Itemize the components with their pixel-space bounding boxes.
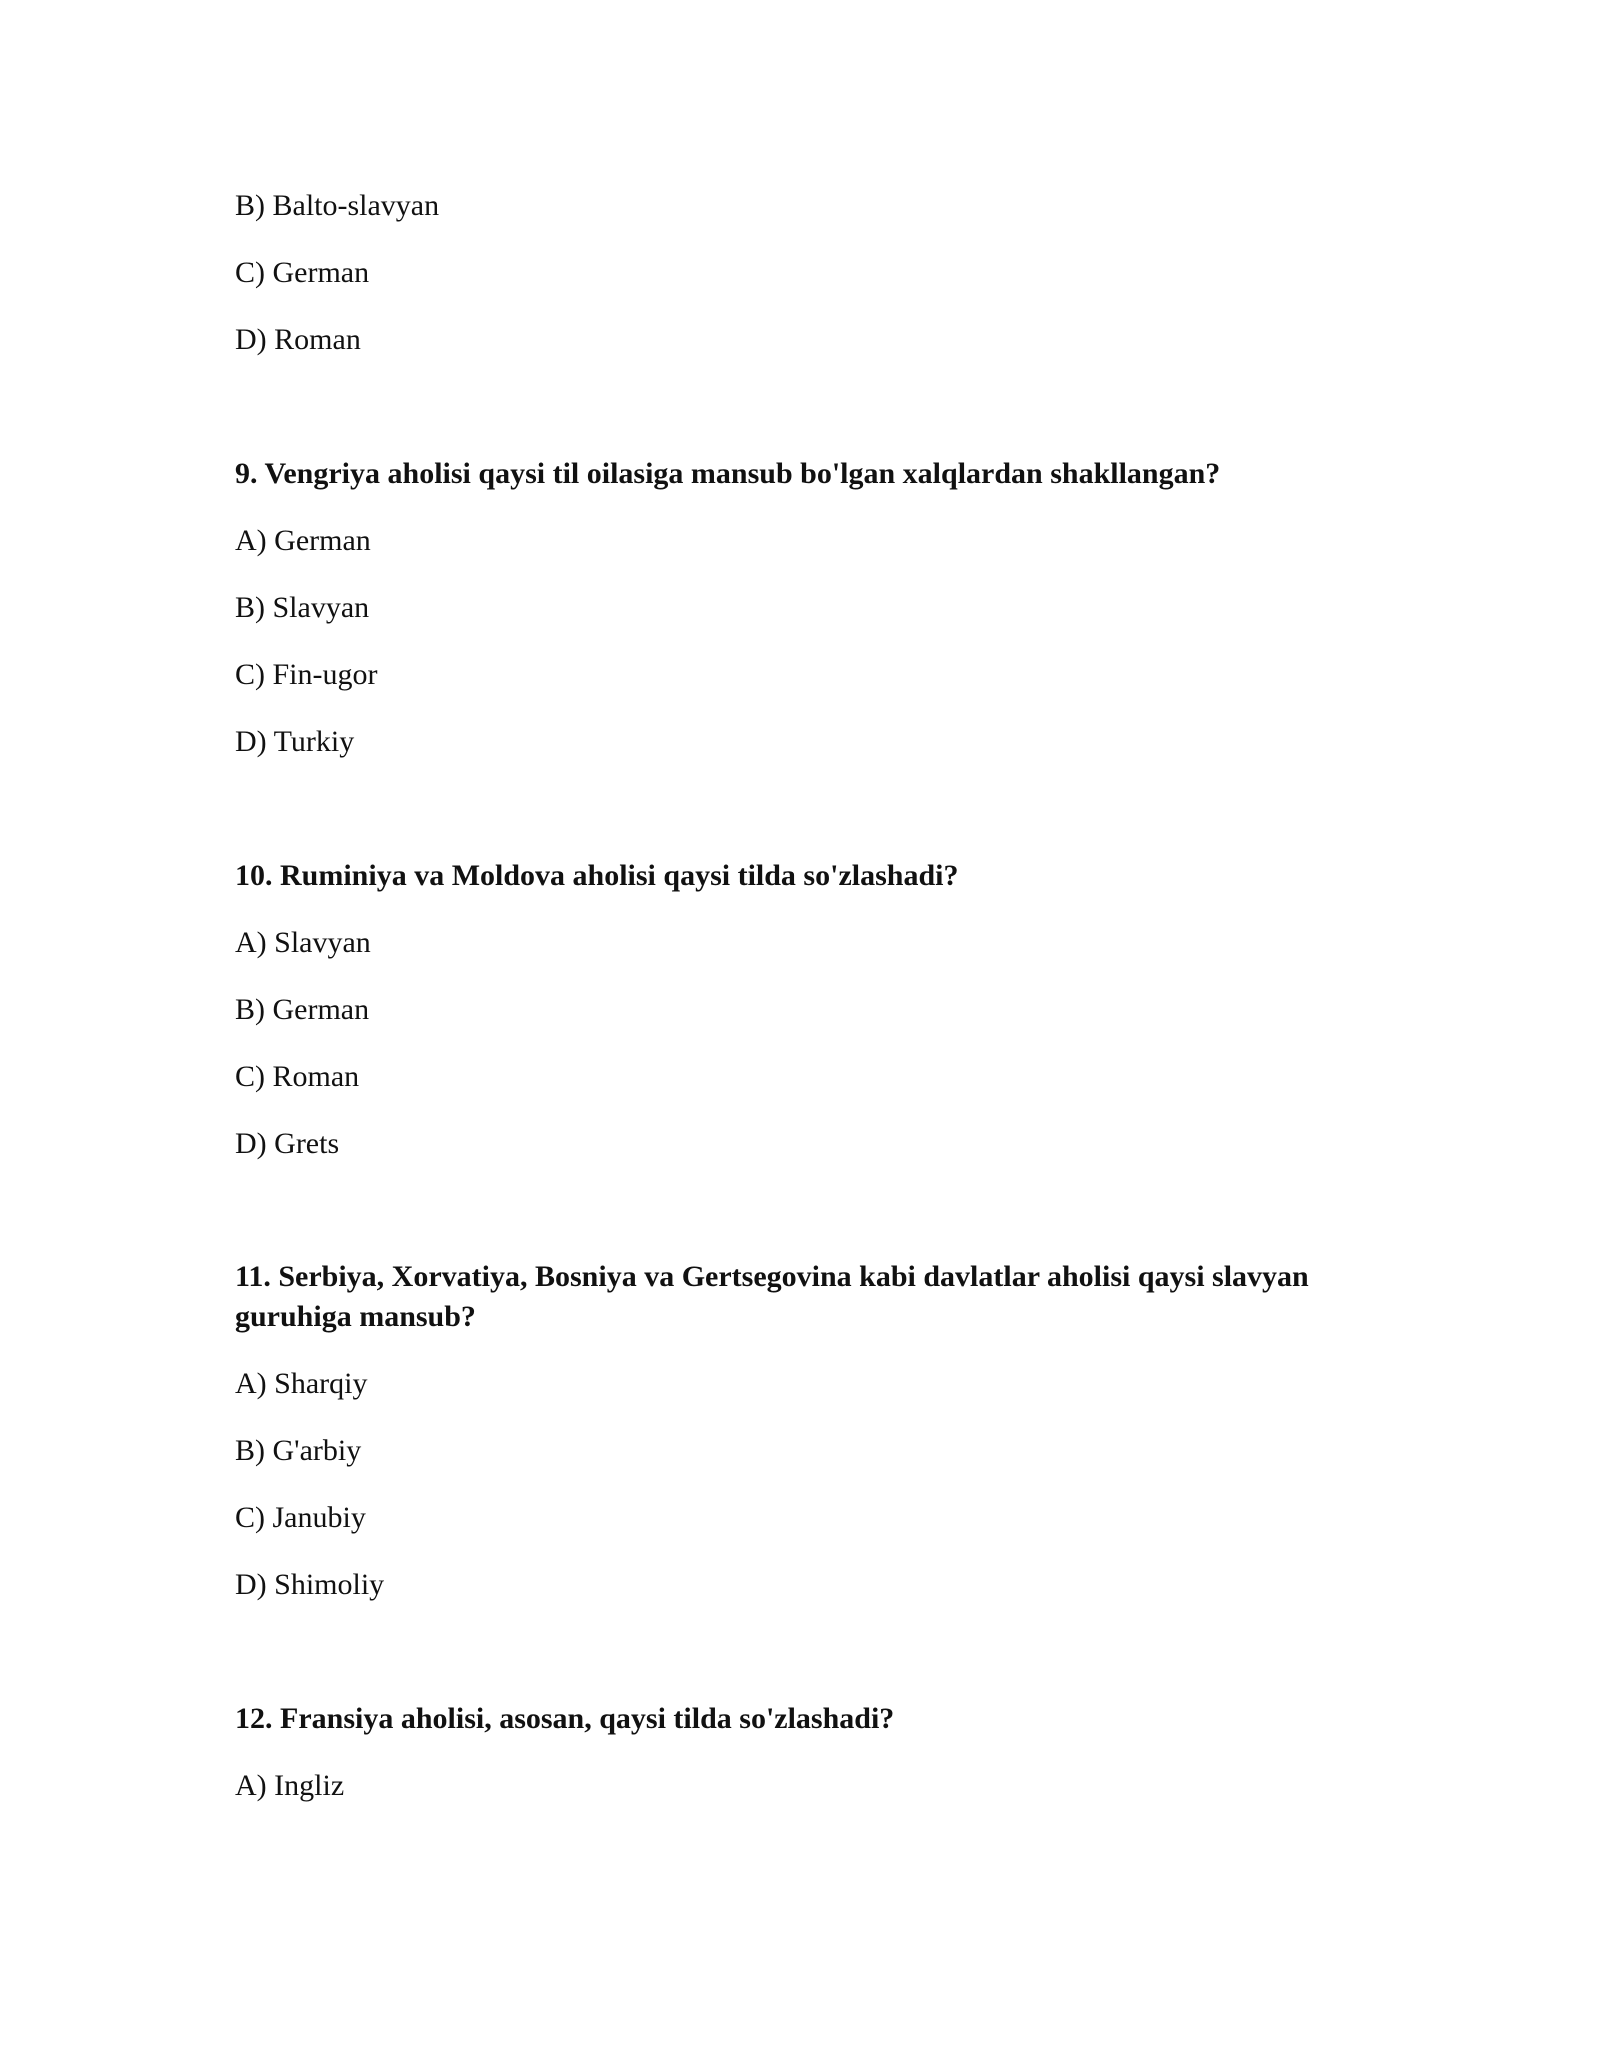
option-8c: C) German — [235, 256, 370, 289]
option-11c: C) Janubiy — [235, 1501, 366, 1534]
option-10c: C) Roman — [235, 1060, 360, 1093]
option-9d: D) Turkiy — [235, 725, 355, 758]
question-11: 11. Serbiya, Xorvatiya, Bosniya va Gertsegovina kabi davlatlar aholisi qaysi slavyan guruhiga mansub? — [235, 1260, 1309, 1333]
option-8b: B) Balto-slavyan — [235, 189, 440, 222]
option-9a: A) German — [235, 524, 371, 557]
question-10: 10. Ruminiya va Moldova aholisi qaysi tilda so'zlashadi? — [235, 859, 959, 892]
option-11d: D) Shimoliy — [235, 1568, 385, 1601]
question-12: 12. Fransiya aholisi, asosan, qaysi tilda so'zlashadi? — [235, 1702, 895, 1735]
option-11b: B) G'arbiy — [235, 1434, 362, 1467]
option-11a: A) Sharqiy — [235, 1367, 368, 1400]
option-10b: B) German — [235, 993, 370, 1026]
option-9c: C) Fin-ugor — [235, 658, 378, 691]
option-10d: D) Grets — [235, 1127, 340, 1160]
option-12a: A) Ingliz — [235, 1769, 345, 1802]
question-9: 9. Vengriya aholisi qaysi til oilasiga mansub bo'lgan xalqlardan shakllangan? — [235, 457, 1221, 490]
option-9b: B) Slavyan — [235, 591, 370, 624]
option-8d: D) Roman — [235, 323, 361, 356]
option-10a: A) Slavyan — [235, 926, 371, 959]
